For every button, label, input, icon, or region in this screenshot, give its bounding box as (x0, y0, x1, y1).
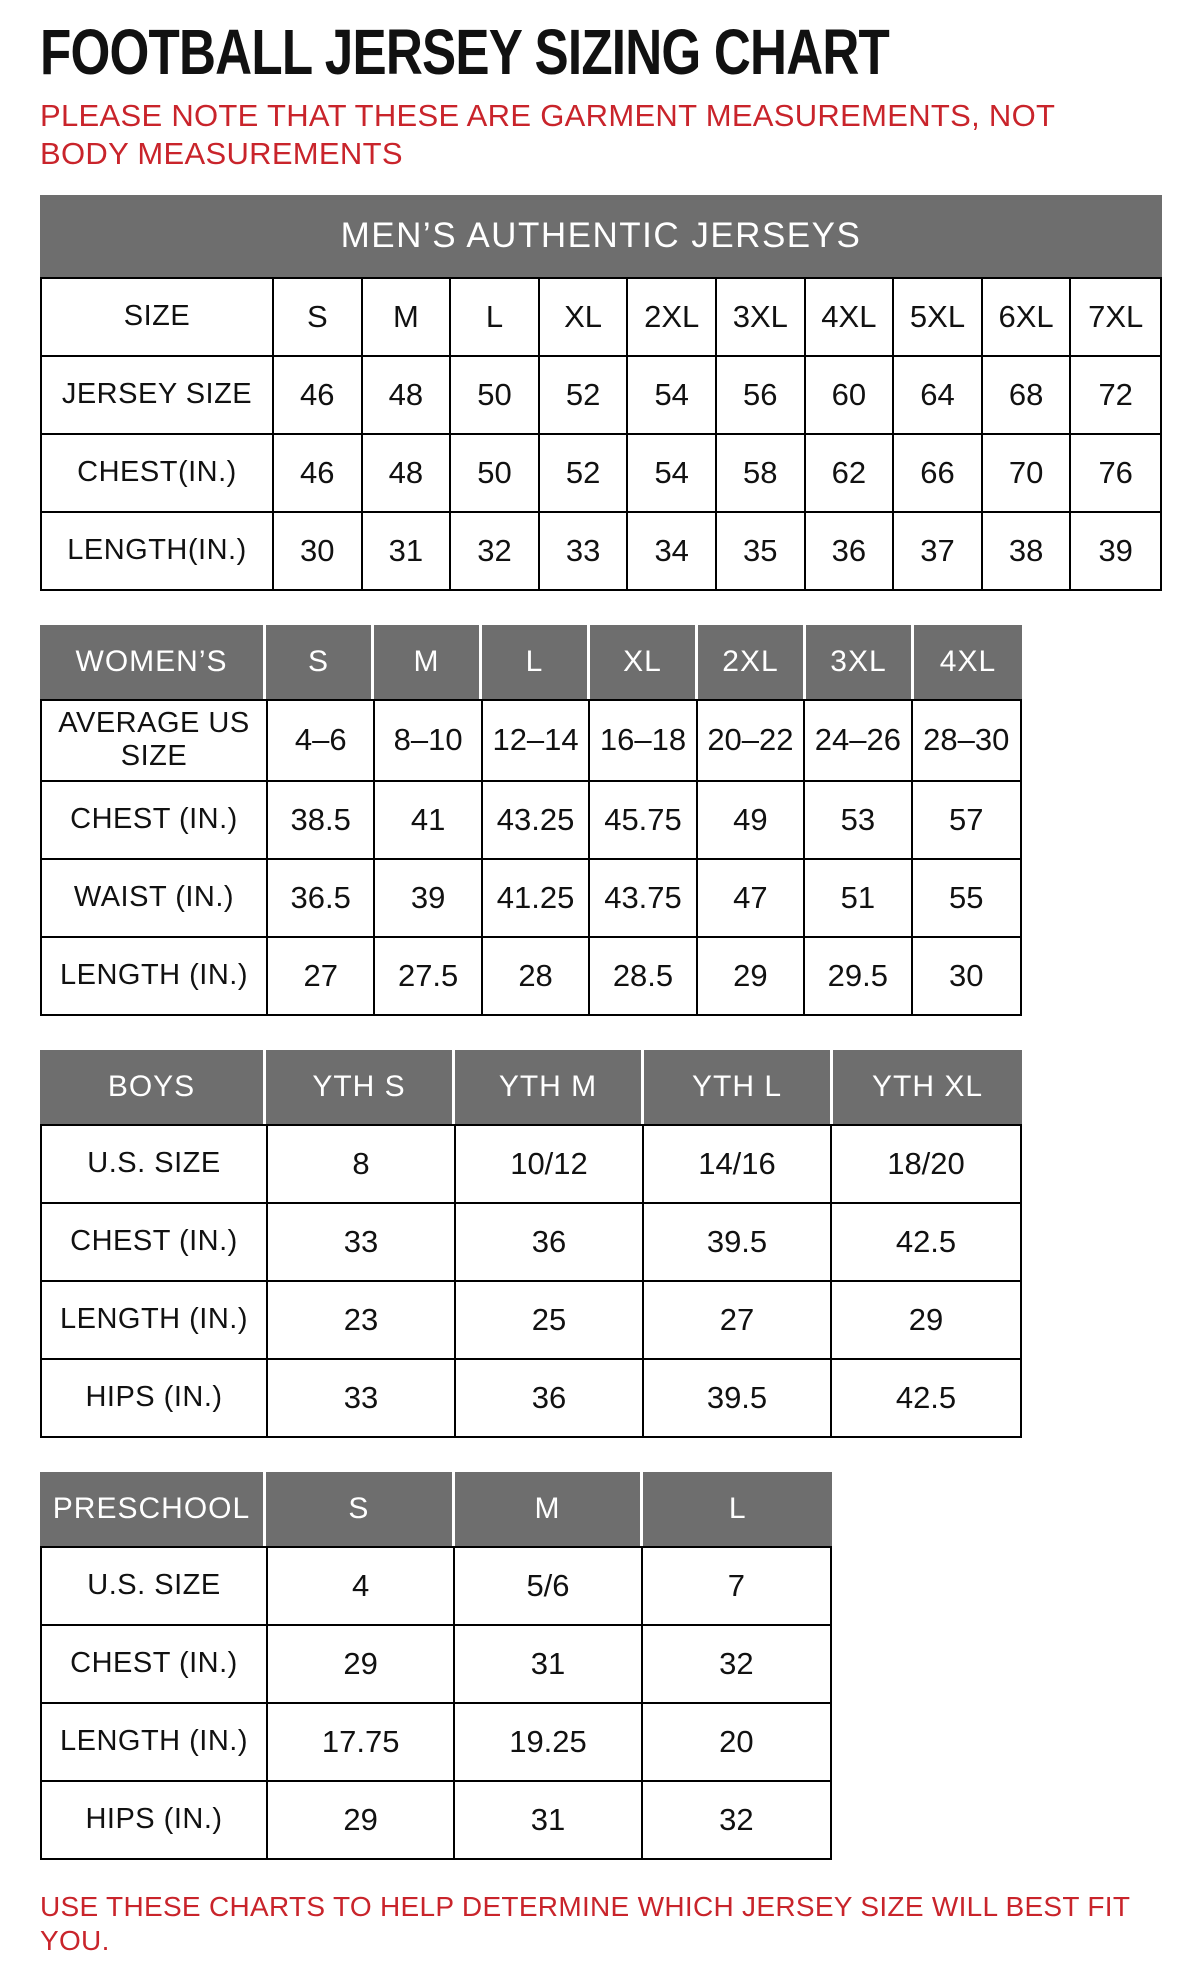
boys-cell-2-3: 29 (832, 1282, 1020, 1358)
womens-cell-2-0: 36.5 (268, 860, 375, 936)
womens-cell-3-2: 28 (483, 938, 590, 1014)
boys-row-label-1: CHEST (IN.) (42, 1204, 268, 1280)
preschool-cell-2-2: 20 (643, 1704, 830, 1780)
mens-cell-2-0: 46 (274, 435, 363, 511)
womens-sizing-table (40, 625, 1022, 1016)
boys-cell-3-2: 39.5 (644, 1360, 832, 1436)
womens-header-cell-6: 4XL (914, 625, 1022, 699)
womens-header-cell-1: M (374, 625, 482, 699)
boys-cell-0-3: 18/20 (832, 1126, 1020, 1202)
womens-cell-0-1: 8–10 (375, 701, 482, 780)
boys-cell-0-2: 14/16 (644, 1126, 832, 1202)
best-fit-note: USE THESE CHARTS TO HELP DETERMINE WHICH JERSEY SIZE WILL BEST FIT YOU. (40, 1890, 1130, 1956)
mens-banner: MEN’S AUTHENTIC JERSEYS (40, 195, 1162, 277)
mens-row-3 (42, 513, 1160, 589)
boys-body (40, 1124, 1022, 1438)
womens-header-cell-2: L (482, 625, 590, 699)
mens-cell-2-9: 76 (1071, 435, 1160, 511)
preschool-row-0 (42, 1548, 830, 1626)
mens-cell-3-7: 37 (894, 513, 983, 589)
preschool-cell-1-1: 31 (455, 1626, 642, 1702)
womens-cell-1-2: 43.25 (483, 782, 590, 858)
preschool-row-1 (42, 1626, 830, 1704)
womens-row-2 (42, 860, 1020, 938)
preschool-cell-2-1: 19.25 (455, 1704, 642, 1780)
preschool-cell-3-2: 32 (643, 1782, 830, 1858)
mens-cell-0-0: S (274, 279, 363, 355)
boys-header-cell-2: YTH L (644, 1050, 833, 1124)
boys-row-0 (42, 1126, 1020, 1204)
mens-cell-1-2: 50 (451, 357, 540, 433)
mens-row-label-1: JERSEY SIZE (42, 357, 274, 433)
mens-cell-2-4: 54 (628, 435, 717, 511)
boys-header-cell-3: YTH XL (833, 1050, 1022, 1124)
mens-cell-3-6: 36 (806, 513, 895, 589)
mens-cell-2-7: 66 (894, 435, 983, 511)
preschool-header-row (40, 1472, 832, 1546)
boys-cell-1-3: 42.5 (832, 1204, 1020, 1280)
womens-cell-2-5: 51 (805, 860, 912, 936)
boys-cell-2-1: 25 (456, 1282, 644, 1358)
womens-header-cell-0: S (266, 625, 374, 699)
mens-cell-0-9: 7XL (1071, 279, 1160, 355)
mens-cell-3-2: 32 (451, 513, 540, 589)
mens-cell-1-8: 68 (983, 357, 1072, 433)
page-title (40, 16, 1164, 88)
boys-row-label-2: LENGTH (IN.) (42, 1282, 268, 1358)
womens-cell-0-0: 4–6 (268, 701, 375, 780)
mens-cell-1-3: 52 (540, 357, 629, 433)
womens-row-0 (42, 701, 1020, 782)
boys-cell-0-1: 10/12 (456, 1126, 644, 1202)
preschool-cell-1-2: 32 (643, 1626, 830, 1702)
womens-cell-3-6: 30 (913, 938, 1020, 1014)
mens-row-label-0: SIZE (42, 279, 274, 355)
mens-cell-0-8: 6XL (983, 279, 1072, 355)
boys-cell-3-1: 36 (456, 1360, 644, 1436)
boys-header-row (40, 1050, 1022, 1124)
preschool-sizing-table (40, 1472, 832, 1860)
mens-cell-3-8: 38 (983, 513, 1072, 589)
mens-cell-0-2: L (451, 279, 540, 355)
mens-cell-1-1: 48 (363, 357, 452, 433)
mens-authentic-jerseys-table (40, 195, 1162, 591)
mens-cell-2-8: 70 (983, 435, 1072, 511)
womens-body (40, 699, 1022, 1016)
womens-header-cell-3: XL (590, 625, 698, 699)
womens-cell-0-2: 12–14 (483, 701, 590, 780)
preschool-header-cell-1: M (455, 1472, 644, 1546)
mens-cell-0-5: 3XL (717, 279, 806, 355)
boys-cell-3-0: 33 (268, 1360, 456, 1436)
mens-cell-2-3: 52 (540, 435, 629, 511)
mens-cell-1-7: 64 (894, 357, 983, 433)
mens-row-label-2: CHEST(IN.) (42, 435, 274, 511)
preschool-cell-0-0: 4 (268, 1548, 455, 1624)
mens-cell-1-4: 54 (628, 357, 717, 433)
mens-cell-2-6: 62 (806, 435, 895, 511)
womens-cell-1-1: 41 (375, 782, 482, 858)
preschool-row-2 (42, 1704, 830, 1782)
preschool-row-label-1: CHEST (IN.) (42, 1626, 268, 1702)
boys-cell-1-0: 33 (268, 1204, 456, 1280)
boys-row-label-3: HIPS (IN.) (42, 1360, 268, 1436)
mens-cell-0-4: 2XL (628, 279, 717, 355)
preschool-cell-0-1: 5/6 (455, 1548, 642, 1624)
preschool-cell-3-0: 29 (268, 1782, 455, 1858)
preschool-header-cell-0: S (266, 1472, 455, 1546)
womens-cell-2-4: 47 (698, 860, 805, 936)
boys-cell-2-0: 23 (268, 1282, 456, 1358)
mens-cell-3-9: 39 (1071, 513, 1160, 589)
mens-cell-3-0: 30 (274, 513, 363, 589)
womens-cell-2-3: 43.75 (590, 860, 697, 936)
womens-cell-2-6: 55 (913, 860, 1020, 936)
preschool-row-3 (42, 1782, 830, 1858)
womens-header-cell-4: 2XL (698, 625, 806, 699)
womens-cell-1-5: 53 (805, 782, 912, 858)
womens-header-label: WOMEN’S (40, 625, 266, 699)
mens-row-0 (42, 279, 1160, 357)
preschool-row-label-3: HIPS (IN.) (42, 1782, 268, 1858)
womens-cell-3-4: 29 (698, 938, 805, 1014)
boys-row-1 (42, 1204, 1020, 1282)
page-title-text: FOOTBALL JERSEY SIZING CHART (40, 16, 890, 88)
mens-cell-3-3: 33 (540, 513, 629, 589)
mens-cell-0-1: M (363, 279, 452, 355)
mens-row-1 (42, 357, 1160, 435)
boys-row-label-0: U.S. SIZE (42, 1126, 268, 1202)
mens-cell-2-5: 58 (717, 435, 806, 511)
preschool-cell-2-0: 17.75 (268, 1704, 455, 1780)
preschool-row-label-0: U.S. SIZE (42, 1548, 268, 1624)
mens-cell-1-9: 72 (1071, 357, 1160, 433)
boys-row-3 (42, 1360, 1020, 1436)
boys-cell-1-2: 39.5 (644, 1204, 832, 1280)
womens-row-label-3: LENGTH (IN.) (42, 938, 268, 1014)
boys-header-label: BOYS (40, 1050, 266, 1124)
mens-cell-2-2: 50 (451, 435, 540, 511)
mens-cell-2-1: 48 (363, 435, 452, 511)
boys-cell-2-2: 27 (644, 1282, 832, 1358)
boys-header-cell-0: YTH S (266, 1050, 455, 1124)
womens-cell-0-6: 28–30 (913, 701, 1020, 780)
mens-cell-1-6: 60 (806, 357, 895, 433)
mens-row-label-3: LENGTH(IN.) (42, 513, 274, 589)
womens-cell-0-3: 16–18 (590, 701, 697, 780)
mens-cell-0-3: XL (540, 279, 629, 355)
womens-row-label-2: WAIST (IN.) (42, 860, 268, 936)
mens-cell-0-6: 4XL (806, 279, 895, 355)
boys-cell-0-0: 8 (268, 1126, 456, 1202)
mens-cell-3-5: 35 (717, 513, 806, 589)
mens-cell-3-4: 34 (628, 513, 717, 589)
preschool-row-label-2: LENGTH (IN.) (42, 1704, 268, 1780)
womens-cell-3-1: 27.5 (375, 938, 482, 1014)
womens-cell-3-0: 27 (268, 938, 375, 1014)
womens-header-cell-5: 3XL (806, 625, 914, 699)
womens-cell-0-5: 24–26 (805, 701, 912, 780)
womens-cell-3-5: 29.5 (805, 938, 912, 1014)
womens-header-row (40, 625, 1022, 699)
womens-cell-2-2: 41.25 (483, 860, 590, 936)
preschool-header-cell-2: L (643, 1472, 832, 1546)
womens-cell-1-6: 57 (913, 782, 1020, 858)
mens-cell-1-5: 56 (717, 357, 806, 433)
mens-body (40, 277, 1162, 591)
boys-row-2 (42, 1282, 1020, 1360)
preschool-header-label: PRESCHOOL (40, 1472, 266, 1546)
boys-cell-3-3: 42.5 (832, 1360, 1020, 1436)
womens-row-label-0: AVERAGE US SIZE (42, 701, 268, 780)
mens-cell-0-7: 5XL (894, 279, 983, 355)
preschool-cell-3-1: 31 (455, 1782, 642, 1858)
womens-cell-0-4: 20–22 (698, 701, 805, 780)
preschool-body (40, 1546, 832, 1860)
mens-row-2 (42, 435, 1160, 513)
boys-header-cell-1: YTH M (455, 1050, 644, 1124)
garment-measurement-note: PLEASE NOTE THAT THESE ARE GARMENT MEASUREMENTS, NOT BODY MEASUREMENTS (40, 98, 1055, 172)
boys-cell-1-1: 36 (456, 1204, 644, 1280)
womens-cell-2-1: 39 (375, 860, 482, 936)
boys-sizing-table (40, 1050, 1022, 1438)
preschool-cell-0-2: 7 (643, 1548, 830, 1624)
womens-cell-1-0: 38.5 (268, 782, 375, 858)
mens-cell-1-0: 46 (274, 357, 363, 433)
womens-row-label-1: CHEST (IN.) (42, 782, 268, 858)
womens-row-1 (42, 782, 1020, 860)
womens-row-3 (42, 938, 1020, 1014)
womens-cell-1-3: 45.75 (590, 782, 697, 858)
womens-cell-1-4: 49 (698, 782, 805, 858)
womens-cell-3-3: 28.5 (590, 938, 697, 1014)
preschool-cell-1-0: 29 (268, 1626, 455, 1702)
mens-cell-3-1: 31 (363, 513, 452, 589)
